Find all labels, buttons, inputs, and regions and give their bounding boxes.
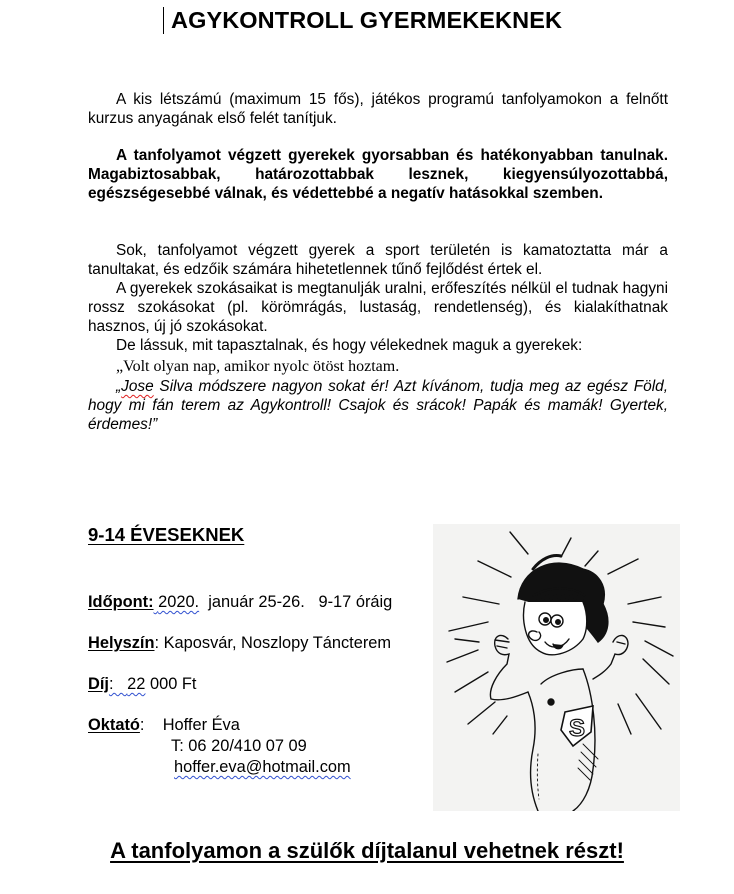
age-group-heading: 9-14 ÉVESEKNEK	[88, 524, 245, 545]
teacher-phone: T: 06 20/410 07 09	[171, 737, 307, 755]
teacher-email[interactable]: hoffer.eva@hotmail.com	[174, 758, 351, 776]
svg-text:S: S	[569, 715, 586, 742]
flexing-boy-drawing	[433, 524, 680, 811]
benefits-paragraph	[88, 146, 668, 203]
benefits-text: A tanfolyamot végzett gyerekek gyorsabban és hatékonyabban tanulnak. Magabiztosabbak, határozottabbak lesznek, kiegyensúlyozottabbá, egészségesebbé válnak, és védettebbé a negatív hatásokkal szemben.	[88, 147, 668, 202]
quote-open-mark: „	[116, 378, 122, 395]
habits-paragraph: A gyerekek szokásaikat is megtanulják uralni, erőfeszítés nélkül el tudnak hagyni rossz szokásokat (pl. körömrágás, lustaság, rendetlenség), és kialakíthatnak hasznos, új jó szokásokat.	[88, 280, 668, 335]
date-label: Időpont:	[88, 593, 154, 611]
date-year[interactable]: 2020.	[158, 593, 200, 611]
quote-two	[88, 377, 668, 434]
intro-paragraph	[88, 90, 668, 128]
sport-paragraph: Sok, tanfolyamot végzett gyerek a sport területén is kamatoztatta már a tanultakat, és edzőik számára hihetetlennek tűnő fejlődést értek el.	[88, 242, 668, 278]
text-cursor	[163, 7, 164, 34]
date-row	[88, 592, 392, 612]
testimonials-block	[88, 241, 668, 434]
teacher-row	[88, 715, 240, 735]
quote-one: „Volt olyan nap, amikor nyolc ötöst hoztam.	[116, 358, 400, 375]
parents-free-notice: A tanfolyamon a szülők díjtalanul vehetnek részt!	[110, 838, 624, 863]
quote-two-text: Silva módszere nagyon sokat ér! Azt kívánom, tudja meg az egész Föld, hogy mi fán terem az Agykontroll! Csajok és srácok! Papák és mamák! Gyertek, érdemes!”	[88, 378, 668, 433]
fee-label: Díj	[88, 675, 109, 693]
place-row	[88, 633, 391, 653]
fee-row	[88, 674, 196, 694]
spellcheck-word-jose[interactable]: Jose	[121, 378, 154, 395]
lead-in-paragraph: De lássuk, mit tapasztalnak, és hogy vélekednek maguk a gyerekek:	[116, 337, 583, 354]
page-title: AGYKONTROLL GYERMEKEKNEK	[171, 7, 563, 33]
date-value: január 25-26. 9-17 óráig	[199, 593, 393, 611]
place-value: : Kaposvár, Noszlopy Táncterem	[154, 634, 392, 652]
place-label: Helyszín	[88, 634, 155, 652]
fee-spacing[interactable]: : 22	[108, 675, 146, 693]
intro-text: A kis létszámú (maximum 15 fős), játékos programú tanfolyamokon a felnőtt kurzus anyagának első felét tanítjuk.	[88, 91, 668, 127]
fee-value: 000 Ft	[145, 675, 197, 693]
teacher-label: Oktató	[88, 716, 140, 734]
cartoon-illustration	[433, 524, 680, 811]
teacher-name: : Hoffer Éva	[139, 716, 240, 734]
